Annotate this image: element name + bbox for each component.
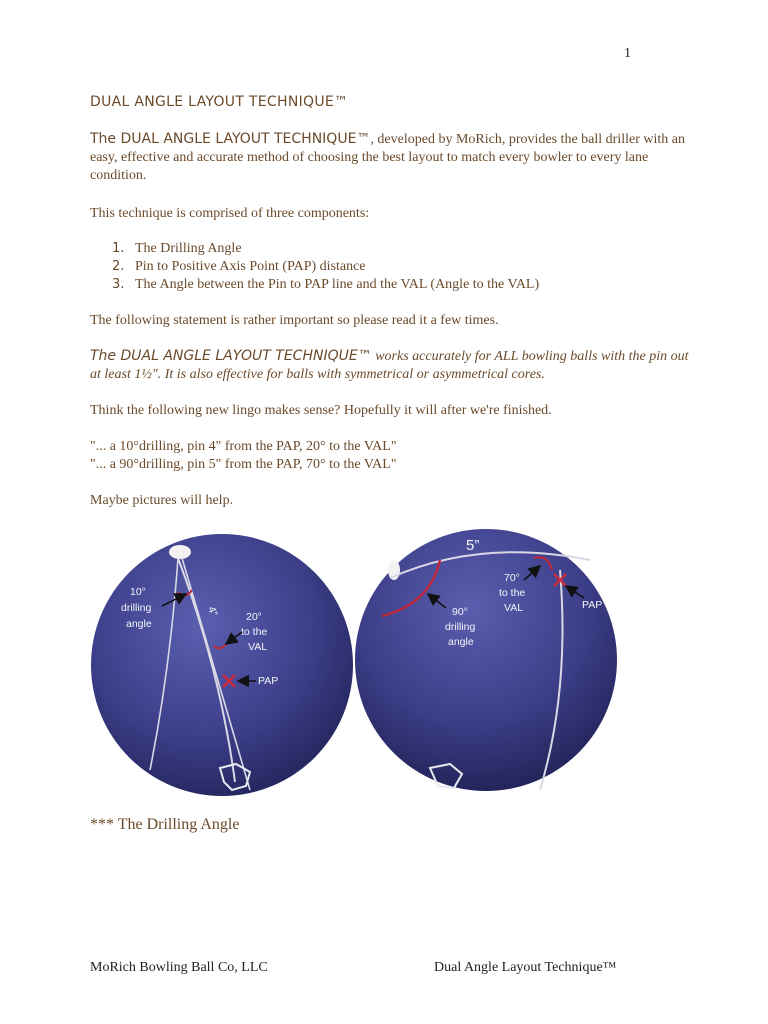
drilling-label-line: 10°	[130, 586, 146, 598]
components-intro: This technique is comprised of three components:	[90, 206, 370, 221]
distance-label: 5”	[466, 537, 480, 554]
ball-surface	[91, 534, 353, 796]
components-list	[112, 240, 539, 294]
list-item	[112, 240, 539, 258]
distance-mark: 4”	[205, 604, 220, 618]
example-1: "... a 10°drilling, pin 4" from the PAP, 20° to the VAL"	[90, 439, 397, 454]
footer-document-title: Dual Angle Layout Technique™	[434, 960, 617, 975]
drilling-label-line: angle	[448, 636, 474, 648]
list-number: 3.	[112, 277, 125, 292]
val-label-line: to the	[241, 626, 268, 638]
val-label-line: to the	[499, 587, 526, 599]
drilling-label-line: angle	[126, 618, 152, 630]
list-item	[112, 276, 539, 294]
statement-lead: The DUAL ANGLE LAYOUT TECHNIQUE™	[90, 348, 372, 364]
val-label-line: 20°	[246, 611, 262, 623]
intro-paragraph	[90, 130, 690, 185]
example-2: "... a 90°drilling, pin 5" from the PAP, 70° to the VAL"	[90, 457, 397, 472]
left-ball	[91, 534, 353, 796]
drilling-label-line: drilling	[445, 621, 476, 633]
val-label-line: 70°	[504, 572, 520, 584]
intro-lead: The DUAL ANGLE LAYOUT TECHNIQUE™	[90, 131, 371, 147]
drilling-label-line: drilling	[121, 602, 152, 614]
list-number: 2.	[112, 259, 125, 274]
list-number: 1.	[112, 241, 125, 256]
list-text: Pin to Positive Axis Point (PAP) distance	[135, 259, 366, 274]
pictures-note: Maybe pictures will help.	[90, 493, 234, 508]
val-label-line: VAL	[504, 602, 524, 614]
footer-company: MoRich Bowling Ball Co, LLC	[90, 960, 268, 975]
page-number: 1	[624, 46, 631, 61]
list-text: The Drilling Angle	[135, 241, 242, 256]
statement-rest: works accurately for ALL bowling balls with the pin out at least 1½". It is also effective for balls with symmetrical or asymmetrical cores.	[90, 349, 689, 382]
statement-paragraph	[90, 347, 690, 384]
list-item	[112, 258, 539, 276]
pap-label: PAP	[258, 675, 279, 687]
lingo-intro: Think the following new lingo makes sense? Hopefully it will after we're finished.	[90, 403, 552, 418]
pap-label: PAP	[582, 599, 603, 611]
section-title: *** The Drilling Angle	[90, 816, 240, 833]
val-label-line: VAL	[248, 641, 268, 653]
right-ball	[355, 529, 617, 791]
pin-mark	[169, 545, 191, 559]
statement-intro: The following statement is rather important so please read it a few times.	[90, 313, 499, 328]
list-text: The Angle between the Pin to PAP line and the VAL (Angle to the VAL)	[135, 277, 540, 292]
document-heading: DUAL ANGLE LAYOUT TECHNIQUE™	[90, 94, 349, 110]
drilling-label-line: 90°	[452, 606, 468, 618]
intro-rest: , developed by MoRich, provides the ball driller with an easy, effective and accurate method of choosing the best layout to match every bowler to every lane condition.	[90, 132, 685, 183]
bowling-balls-figure	[90, 520, 630, 810]
